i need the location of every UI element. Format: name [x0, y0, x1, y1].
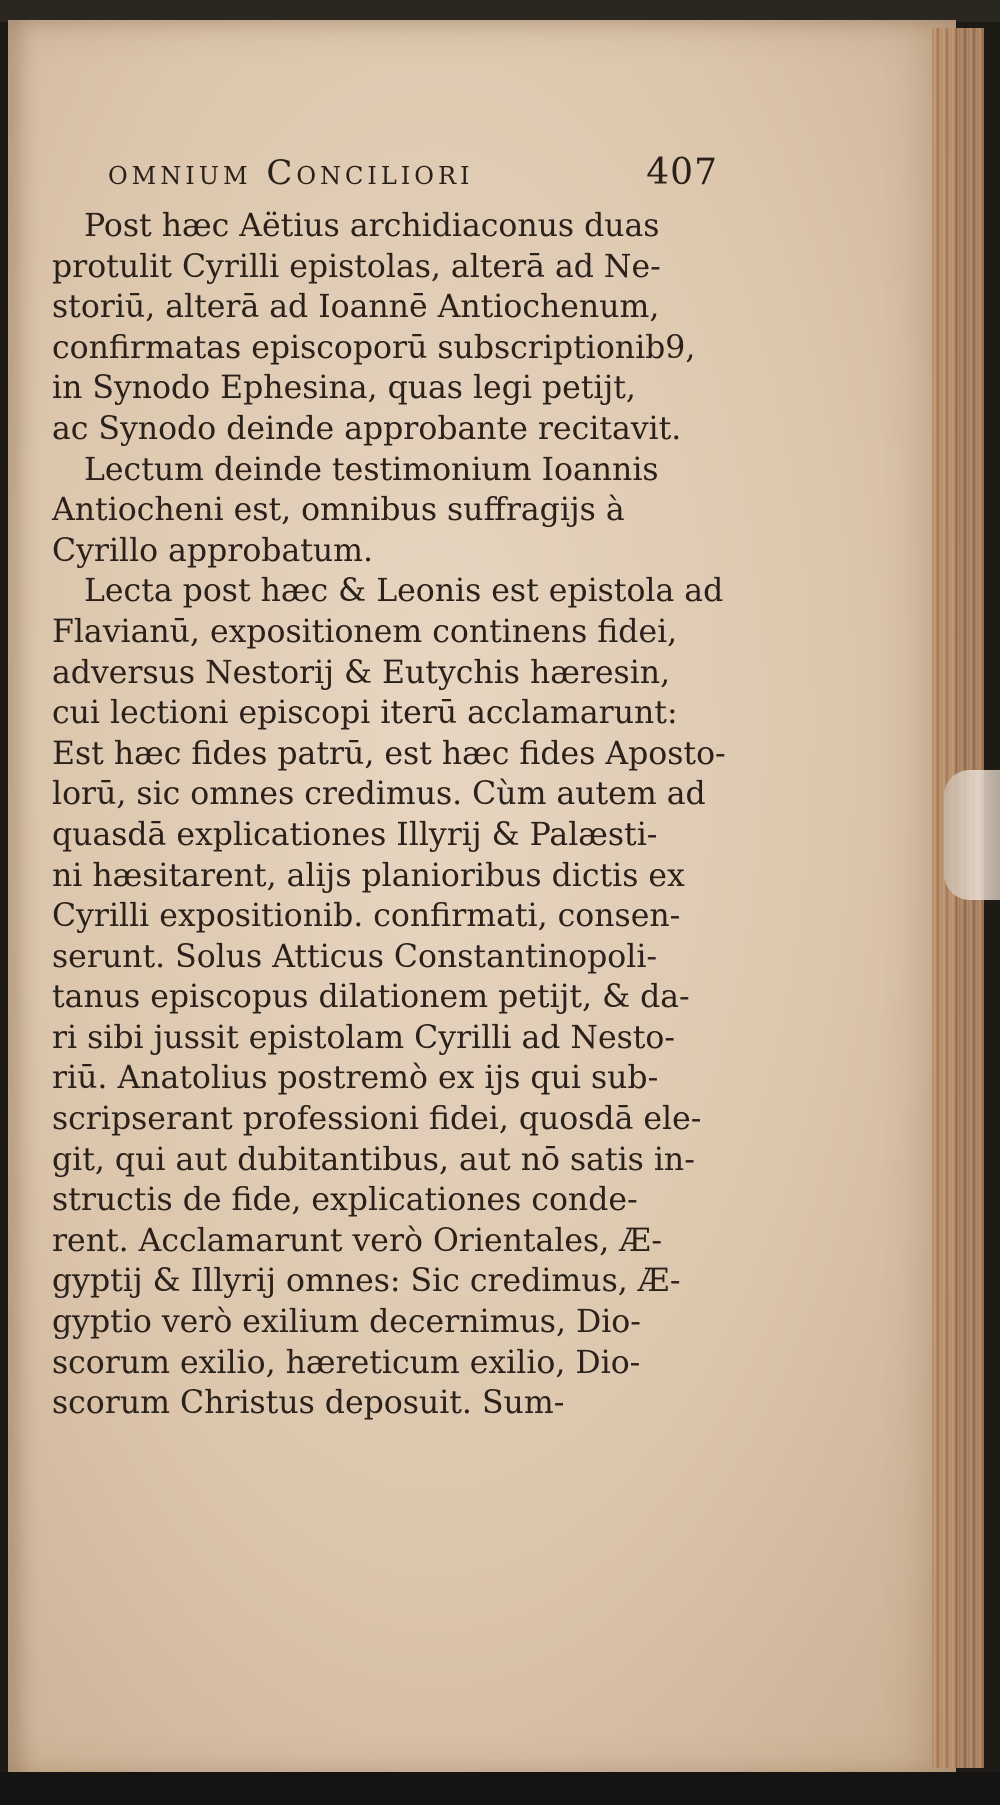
text-line: scripserant professioni fidei, quosdā ele-	[52, 1101, 702, 1138]
text-line: ni hæsitarent, alijs planioribus dictis ex	[52, 857, 685, 894]
page-clip	[944, 770, 1000, 900]
text-line: protulit Cyrilli epistolas, alterā ad Ne-	[52, 248, 661, 285]
page-number: 407	[646, 152, 718, 193]
scan-top-edge	[0, 0, 1000, 22]
text-line: in Synodo Ephesina, quas legi petijt,	[52, 370, 636, 407]
body-text	[52, 206, 726, 1424]
text-line: storiū, alterā ad Ioannē Antiochenum,	[52, 289, 660, 326]
text-line: Cyrillo approbatum.	[52, 532, 374, 569]
text-line: rent. Acclamarunt verò Orientales, Æ-	[52, 1222, 662, 1259]
text-line: git, qui aut dubitantibus, aut nō satis in-	[52, 1141, 695, 1178]
text-line: scorum Christus deposuit. Sum-	[52, 1385, 565, 1422]
text-line: adversus Nestorij & Eutychis hæresin,	[52, 654, 671, 691]
scan-bottom-edge	[0, 1772, 1000, 1805]
text-line: tanus episcopus dilationem petijt, & da-	[52, 979, 690, 1016]
page-header	[108, 152, 718, 198]
text-line: lorū, sic omnes credimus. Cùm autem ad	[52, 776, 706, 813]
text-line: ac Synodo deinde approbante recitavit.	[52, 410, 682, 447]
text-line: serunt. Solus Atticus Constantinopoli-	[52, 938, 658, 975]
text-line: gyptio verò exilium decernimus, Dio-	[52, 1304, 641, 1341]
paragraph	[52, 450, 722, 572]
text-line: cui lectioni episcopi iterū acclamarunt:	[52, 695, 678, 732]
text-line: Flavianū, expositionem continens fidei,	[52, 613, 678, 650]
text-line: riū. Anatolius postremò ex ijs qui sub-	[52, 1060, 659, 1097]
text-line: Antiocheni est, omnibus suffragijs à	[52, 492, 625, 529]
text-line: gyptij & Illyrij omnes: Sic credimus, Æ-	[52, 1263, 681, 1300]
text-line: Post hæc Aëtius archidiaconus duas	[84, 208, 660, 244]
text-line: Lecta post hæc & Leonis est epistola ad	[84, 573, 724, 610]
running-head: omnium Conciliori	[108, 153, 474, 193]
text-line: Est hæc fides patrū, est hæc fides Aposto-	[52, 735, 726, 772]
paragraph	[52, 571, 726, 1423]
text-line: confirmatas episcoporū subscriptionib9,	[52, 329, 696, 366]
text-line: Lectum deinde testimonium Ioannis	[84, 451, 659, 488]
text-line: scorum exilio, hæreticum exilio, Dio-	[52, 1344, 641, 1381]
text-line: ri sibi jussit epistolam Cyrilli ad Nesto-	[52, 1019, 676, 1056]
paragraph	[52, 206, 722, 450]
text-line: Cyrilli expositionib. confirmati, consen-	[52, 898, 681, 935]
text-line: quasdā explicationes Illyrij & Palæsti-	[52, 816, 658, 853]
text-line: structis de fide, explicationes conde-	[52, 1182, 638, 1219]
